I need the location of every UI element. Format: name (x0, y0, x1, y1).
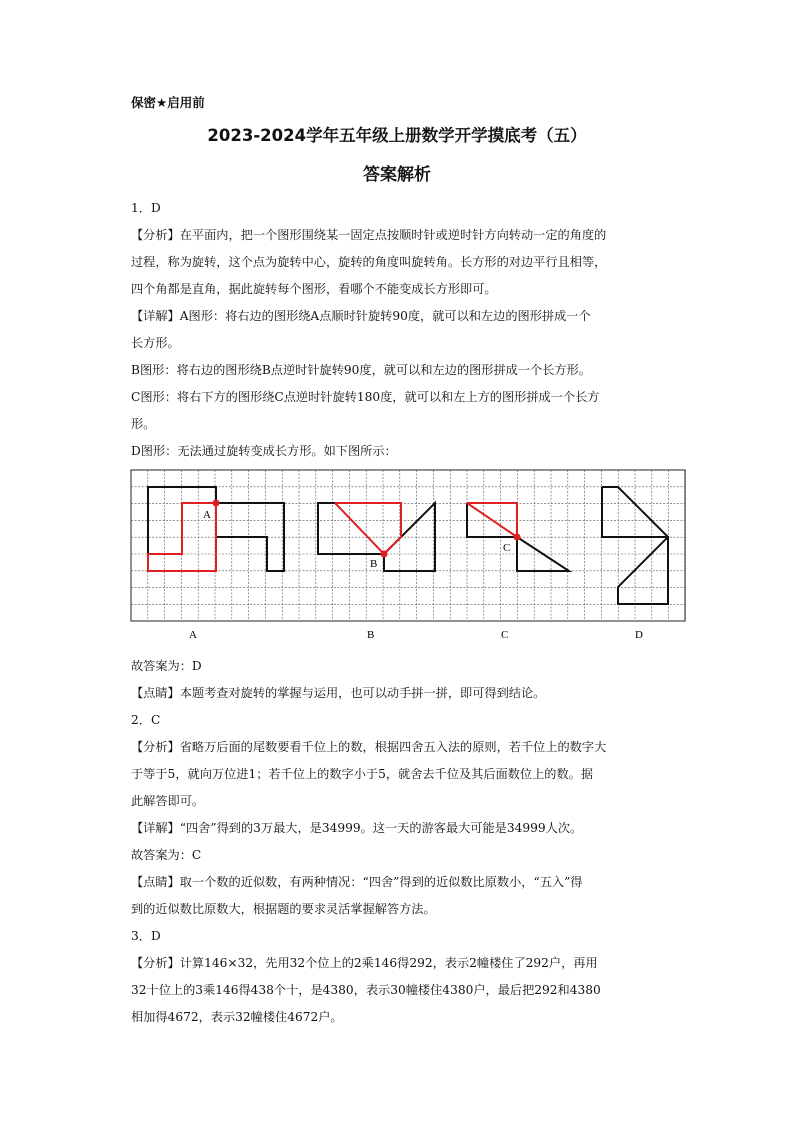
q1-detail-line-1: 【详解】A图形：将右边的图形绕A点顺时针旋转90度，就可以和左边的图形拼成一个 (131, 309, 591, 323)
q2-detail: 【详解】“四舍”得到的3万最大，是34999。这一天的游客最大可能是34999人次。 (131, 821, 583, 835)
q1-analysis-line-3: 四个角都是直角，据此旋转每个图形，看哪个不能变成长方形即可。 (131, 282, 497, 296)
figure-c (467, 503, 569, 571)
q1-detail-line-3: B图形：将右边的图形绕B点逆时针旋转90度，就可以和左边的图形拼成一个长方形。 (131, 363, 591, 377)
q1-detail-line-5: 形。 (131, 417, 156, 431)
q1-analysis-line-2: 过程，称为旋转，这个点为旋转中心，旋转的角度叫旋转角。长方形的对边平行且相等， (131, 255, 607, 269)
q1-detail-line-6: D图形：无法通过旋转变成长方形。如下图所示： (131, 444, 397, 458)
q1-conclusion: 故答案为：D (131, 659, 202, 673)
q1-detail-line-4: C图形：将右下方的图形绕C点逆时针旋转180度，就可以和左上方的图形拼成一个长方 (131, 390, 600, 404)
page-subtitle: 答案解析 (363, 165, 431, 185)
q3-analysis-line-1: 【分析】计算146×32，先用32个位上的2乘146得292，表示2幢楼住了292户，再用 (131, 956, 598, 970)
q2-analysis-line-2: 于等于5，就向万位进1；若千位上的数字小于5，就舍去千位及其后面数位上的数。据 (131, 767, 594, 781)
q3-answer: 3．D (131, 929, 161, 943)
page-title: 2023-2024学年五年级上册数学开学摸底考（五） (207, 126, 587, 145)
caption-d: D (635, 629, 643, 641)
figure-a (148, 487, 284, 571)
q2-answer: 2．C (131, 713, 161, 727)
q1-analysis-line-1: 【分析】在平面内，把一个图形围绕某一固定点按顺时针或逆时针方向转动一定的角度的 (131, 228, 607, 242)
q3-analysis-line-3: 相加得4672，表示32幢楼住4672户。 (131, 1010, 343, 1024)
caption-b: B (367, 629, 375, 641)
point-label-b: B (370, 558, 378, 570)
q2-analysis-line-3: 此解答即可。 (131, 794, 205, 808)
point-label-c: C (503, 542, 511, 554)
q2-comment-line-2: 到的近似数比原数大，根据题的要求灵活掌握解答方法。 (131, 902, 436, 916)
q1-answer: 1．D (131, 201, 161, 215)
q1-comment: 【点睛】本题考查对旋转的掌握与运用，也可以动手拼一拼，即可得到结论。 (131, 686, 546, 700)
q3-analysis-line-2: 32十位上的3乘146得438个十，是4380，表示30幢楼住4380户，最后把292和4380 (131, 983, 601, 997)
q2-comment-line-1: 【点睛】取一个数的近似数，有两种情况：“四舍”得到的近似数比原数小，“五入”得 (131, 875, 583, 889)
point-label-a: A (203, 509, 211, 521)
caption-a: A (189, 629, 197, 641)
secret-mark: 保密★启用前 (131, 95, 205, 110)
q2-analysis-line-1: 【分析】省略万后面的尾数要看千位上的数，根据四舍五入法的原则，若千位上的数字大 (131, 740, 607, 754)
caption-c: C (501, 629, 509, 641)
q1-detail-line-2: 长方形。 (131, 336, 180, 350)
q2-conclusion: 故答案为：C (131, 848, 202, 862)
